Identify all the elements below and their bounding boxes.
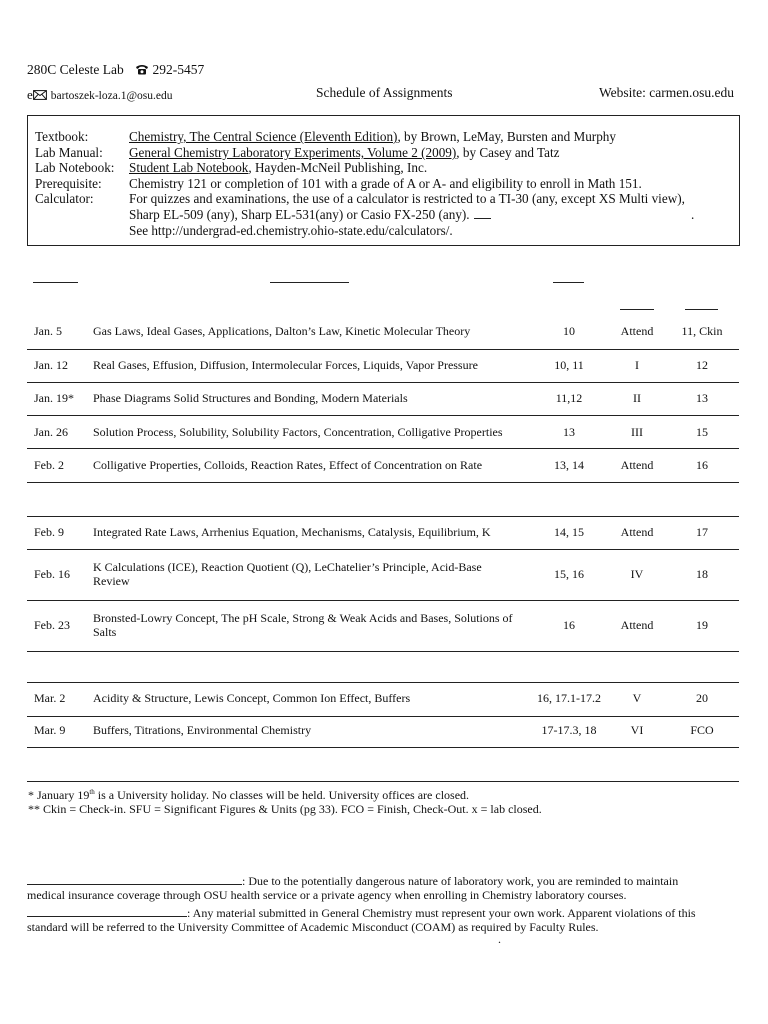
row-lab: FCO: [690, 723, 714, 737]
row-topic: K Calculations (ICE), Reaction Quotient (Q), LeChatelier’s Principle, Acid-Base Review: [93, 560, 482, 588]
row-quiz: VI: [630, 723, 644, 737]
course-info-box: [27, 115, 740, 246]
table-divider: [27, 747, 739, 748]
row-quiz: I: [635, 358, 639, 372]
table-divider: [27, 651, 739, 652]
prerequisite-label: Prerequisite:: [35, 176, 102, 191]
integrity-text-1: : Any material submitted in General Chemistry must represent your own work. Apparent violations of this: [187, 906, 696, 920]
lab-manual-label: Lab Manual:: [35, 145, 103, 160]
calculator-text-2: Sharp EL-509 (any), Sharp EL-531(any) or Casio FX-250 (any).: [129, 207, 470, 222]
textbook-label: Textbook:: [35, 129, 89, 144]
row-chapters: 13: [563, 425, 575, 439]
holiday-note-sup: th: [89, 788, 95, 796]
calculator-blank: [474, 208, 491, 219]
website[interactable]: Website: carmen.osu.edu: [599, 85, 734, 100]
row-lab: 16: [696, 458, 708, 472]
row-quiz: Attend: [620, 458, 654, 472]
phone-icon: [135, 63, 149, 74]
lab-manual-title: General Chemistry Laboratory Experiments, Volume 2 (2009): [129, 145, 457, 160]
textbook-row: [35, 129, 616, 145]
row-quiz: IV: [630, 567, 644, 581]
row-chapters: 11,12: [555, 391, 583, 405]
calculator-label: Calculator:: [35, 191, 94, 206]
row-date: Jan. 26: [34, 425, 68, 439]
insurance-text-2: medical insurance coverage through OSU health service or a private agency when enrolling in Chemistry laboratory courses.: [27, 888, 627, 902]
office-location: 280C Celeste Lab: [27, 62, 124, 77]
phone-number: 292-5457: [152, 62, 205, 77]
row-chapters: 13, 14: [554, 458, 584, 472]
insurance-text-1: : Due to the potentially dangerous nature of laboratory work, you are reminded to maintain: [242, 874, 679, 888]
insurance-notice: [27, 874, 742, 902]
row-chapters: 15, 16: [554, 567, 584, 581]
column-header-rule-lab: [685, 309, 718, 310]
envelope-icon: [33, 89, 47, 99]
row-lab: 13: [696, 391, 708, 405]
row-topic: Acidity & Structure, Lewis Concept, Common Ion Effect, Buffers: [93, 691, 411, 705]
calculator-row: [35, 191, 685, 207]
abbreviation-note: ** Ckin = Check-in. SFU = Significant Figures & Units (pg 33). FCO = Finish, Check-Out. x = lab closed.: [28, 802, 542, 816]
row-chapters: 16, 17.1-17.2: [537, 691, 601, 705]
row-chapters: 10, 11: [554, 358, 584, 372]
integrity-blank: [27, 906, 187, 917]
textbook-title: Chemistry, The Central Science (Eleventh Edition): [129, 129, 398, 144]
row-topic: Buffers, Titrations, Environmental Chemistry: [93, 723, 312, 737]
table-divider: [27, 448, 739, 449]
integrity-notice: [27, 906, 742, 934]
row-lab: 19: [696, 618, 708, 632]
holiday-note-text: * January 19: [28, 788, 90, 802]
row-lab: 11, Ckin: [681, 324, 723, 338]
column-header-rule-date: [33, 282, 78, 283]
column-header-rule-quiz: [620, 309, 654, 310]
table-divider: [27, 415, 739, 416]
row-topic: Integrated Rate Laws, Arrhenius Equation, Mechanisms, Catalysis, Equilibrium, K: [93, 525, 491, 539]
end-dot: .: [498, 932, 501, 946]
row-lab: 18: [696, 567, 708, 581]
row-quiz: Attend: [620, 618, 654, 632]
office-info: [27, 62, 204, 78]
row-date: Feb. 16: [34, 567, 70, 581]
textbook-authors: , by Brown, LeMay, Bursten and Murphy: [397, 129, 616, 144]
lab-manual-authors: , by Casey and Tatz: [456, 145, 560, 160]
row-quiz: III: [631, 425, 643, 439]
row-date: Mar. 2: [34, 691, 66, 705]
column-header-rule-chapters: [553, 282, 584, 283]
row-date: Jan. 19*: [34, 391, 74, 405]
lab-notebook-label: Lab Notebook:: [35, 160, 115, 175]
row-topic: Phase Diagrams Solid Structures and Bonding, Modern Materials: [93, 391, 408, 405]
table-divider: [27, 482, 739, 483]
row-lab: 12: [696, 358, 708, 372]
row-date: Feb. 23: [34, 618, 70, 632]
row-date: Jan. 5: [34, 324, 62, 338]
table-divider: [27, 516, 739, 517]
row-lab: 15: [696, 425, 708, 439]
row-topic: Bronsted-Lowry Concept, The pH Scale, Strong & Weak Acids and Bases, Solutions of Salts: [93, 611, 513, 639]
row-lab: 20: [696, 691, 708, 705]
lab-manual-row: [35, 145, 560, 161]
holiday-note-rest: is a University holiday. No classes will be held. University offices are closed.: [94, 788, 470, 802]
integrity-text-2: standard will be referred to the University Committee of Academic Misconduct (COAM) as required by Faculty Rules.: [27, 920, 599, 934]
row-quiz: Attend: [620, 324, 654, 338]
table-divider: [27, 349, 739, 350]
column-header-rule-topic: [270, 282, 349, 283]
row-date: Feb. 9: [34, 525, 64, 539]
row-topic: Gas Laws, Ideal Gases, Applications, Dalton’s Law, Kinetic Molecular Theory: [93, 324, 471, 338]
table-divider: [27, 382, 739, 383]
row-date: Feb. 2: [34, 458, 64, 472]
page-title: Schedule of Assignments: [316, 85, 453, 100]
calculator-text-1: For quizzes and examinations, the use of a calculator is restricted to a TI-30 (any, except XS Multi view),: [129, 191, 685, 206]
row-chapters: 16: [563, 618, 575, 632]
row-lab: 17: [696, 525, 708, 539]
row-quiz: Attend: [620, 525, 654, 539]
email-info: [27, 87, 173, 103]
lab-notebook-publisher: , Hayden-McNeil Publishing, Inc.: [248, 160, 428, 175]
row-chapters: 14, 15: [554, 525, 584, 539]
row-topic: Colligative Properties, Colloids, Reaction Rates, Effect of Concentration on Rate: [93, 458, 483, 472]
table-divider: [27, 781, 739, 782]
table-divider: [27, 600, 739, 601]
lab-notebook-title: Student Lab Notebook: [129, 160, 249, 175]
row-date: Mar. 9: [34, 723, 66, 737]
holiday-note: [28, 788, 469, 802]
row-quiz: V: [632, 691, 642, 705]
table-divider: [27, 716, 739, 717]
row-date: Jan. 12: [34, 358, 68, 372]
row-topic: Solution Process, Solubility, Solubility Factors, Concentration, Colligative Properties: [93, 425, 503, 439]
table-divider: [27, 549, 739, 550]
prerequisite-text: Chemistry 121 or completion of 101 with a grade of A or A- and eligibility to enroll in Math 151.: [129, 176, 642, 191]
row-topic: Real Gases, Effusion, Diffusion, Intermolecular Forces, Liquids, Vapor Pressure: [93, 358, 478, 372]
row-quiz: II: [633, 391, 641, 405]
table-divider: [27, 682, 739, 683]
email-prefix: e: [27, 87, 33, 102]
prerequisite-row: [35, 176, 642, 192]
row-chapters: 17-17.3, 18: [541, 723, 597, 737]
calculator-dot: .: [691, 207, 695, 222]
insurance-blank: [27, 874, 242, 885]
row-chapters: 10: [563, 324, 575, 338]
calculator-url: See http://undergrad-ed.chemistry.ohio-state.edu/calculators/.: [129, 223, 453, 238]
calculator-row-2: [129, 207, 491, 223]
lab-notebook-row: [35, 160, 427, 176]
email-address[interactable]: bartoszek-loza.1@osu.edu: [50, 90, 173, 102]
